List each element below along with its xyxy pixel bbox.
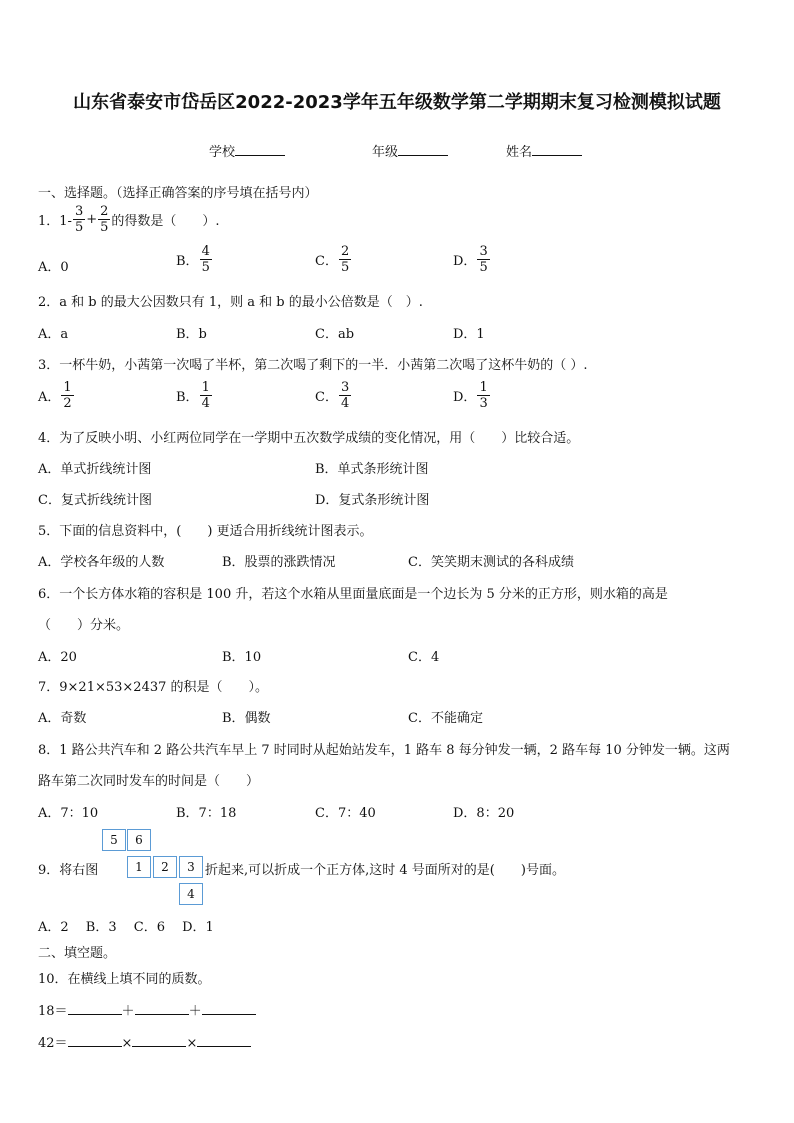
question-10: 10．在横线上填不同的质数。 [38,972,211,987]
section-2-heading: 二、填空题。 [38,946,117,961]
grade-blank[interactable] [398,142,448,156]
q2-option-a[interactable]: A．a [38,327,69,342]
q7-option-a[interactable]: A．奇数 [38,711,87,726]
q1-tail: 的得数是（ ）. [111,214,220,229]
q6-option-b[interactable]: B．10 [222,650,262,665]
q4-option-b[interactable]: B．单式条形统计图 [315,462,429,477]
q1-plus: + [86,212,98,227]
q1-fraction-1: $\frac{3}{5}$ [74,204,84,235]
q2-option-c[interactable]: C．ab [315,327,355,342]
name-blank[interactable] [532,142,582,156]
question-8-line-2: 路车第二次同时发车的时间是（ ） [38,774,260,789]
name-field [506,141,582,160]
section-1-heading: 一、选择题。（选择正确答案的序号填在括号内） [38,186,318,201]
question-6-line-2: （ ）分米。 [38,618,130,633]
q1-number: 1．1- [38,214,72,229]
q1-option-c[interactable]: C． $\frac{2}{5}$ [315,244,350,275]
q3-option-c[interactable]: C． $\frac{3}{4}$ [315,380,350,411]
q3-option-a[interactable]: A． $\frac{1}{2}$ [38,380,72,411]
net-face-2: 2 [153,856,177,878]
question-5: 5．下面的信息资料中，( ) 更适合用折线统计图表示。 [38,524,373,539]
q10-blank-1[interactable] [68,1001,122,1015]
question-8-line-1: 8．1 路公共汽车和 2 路公共汽车早上 7 时同时从起始站发车，1 路车 8 每分钟发一辆，2 路车每 10 分钟发一辆。这两 [38,743,730,758]
q10-line-1-lhs: 18＝ [38,1004,68,1019]
q4-option-a[interactable]: A．单式折线统计图 [38,462,152,477]
question-2: 2．a 和 b 的最大公因数只有 1，则 a 和 b 的最小公倍数是（ ）. [38,295,423,310]
q7-option-b[interactable]: B．偶数 [222,711,271,726]
question-1 [38,204,220,235]
q3-option-d[interactable]: D． $\frac{1}{3}$ [453,380,488,411]
school-field [209,141,285,160]
q10-op-4: × [186,1036,198,1051]
q10-line-1 [38,1000,256,1019]
grade-label: 年级 [372,145,399,160]
q4-option-d[interactable]: D．复式条形统计图 [315,493,430,508]
page-title: 山东省泰安市岱岳区2022-2023学年五年级数学第二学期期末复习检测模拟试题 [73,92,721,113]
name-label: 姓名 [506,145,533,160]
net-face-3: 3 [179,856,203,878]
q10-line-2 [38,1032,251,1051]
q3-option-b[interactable]: B． $\frac{1}{4}$ [176,380,210,411]
q1-option-d[interactable]: D． $\frac{3}{5}$ [453,244,488,275]
net-face-1: 1 [127,856,151,878]
q10-blank-2[interactable] [135,1001,189,1015]
q5-option-c[interactable]: C．笑笑期末测试的各科成绩 [408,555,574,570]
q2-option-b[interactable]: B．b [176,327,207,342]
q4-option-c[interactable]: C．复式折线统计图 [38,493,152,508]
q10-op-3: × [121,1036,133,1051]
q5-option-a[interactable]: A．学校各年级的人数 [38,555,165,570]
q10-blank-5[interactable] [132,1033,186,1047]
net-face-6: 6 [127,829,151,851]
q6-option-c[interactable]: C．4 [408,650,440,665]
q6-option-a[interactable]: A．20 [38,650,77,665]
q10-line-2-lhs: 42＝ [38,1036,68,1051]
q1-fraction-2: $\frac{2}{5}$ [100,204,109,235]
q1-option-b[interactable]: B． $\frac{4}{5}$ [176,244,210,275]
q5-option-b[interactable]: B．股票的涨跌情况 [222,555,336,570]
q10-blank-6[interactable] [197,1033,251,1047]
q2-option-d[interactable]: D．1 [453,327,485,342]
question-6-line-1: 6．一个长方体水箱的容积是 100 升，若这个水箱从里面量底面是一个边长为 5 分米的正方形，则水箱的高是 [38,587,668,602]
q10-blank-3[interactable] [202,1001,256,1015]
school-label: 学校 [209,145,236,160]
question-4: 4．为了反映小明、小红两位同学在一学期中五次数学成绩的变化情况，用（ ）比较合适。 [38,431,580,446]
net-face-4: 4 [179,883,203,905]
net-face-5: 5 [102,829,126,851]
question-9-text: 折起来,可以折成一个正方体,这时 4 号面所对的是( )号面。 [205,863,565,878]
question-3: 3．一杯牛奶，小茜第一次喝了半杯，第二次喝了剩下的一半．小茜第二次喝了这杯牛奶的（ ）. [38,358,588,373]
q10-op-1: ＋ [121,1004,135,1019]
school-blank[interactable] [235,142,285,156]
q8-option-b[interactable]: B．7：18 [176,806,237,821]
q8-option-d[interactable]: D．8：20 [453,806,515,821]
q8-option-a[interactable]: A．7：10 [38,806,99,821]
q1-option-a[interactable]: A．0 [38,260,69,275]
q9-options[interactable]: A．2 B．3 C．6 D．1 [38,920,214,935]
question-7: 7．9×21×53×2437 的积是（ ）。 [38,680,269,695]
grade-field [372,141,448,160]
q10-blank-4[interactable] [68,1033,122,1047]
q8-option-c[interactable]: C．7：40 [315,806,376,821]
question-9-prefix: 9．将右图 [38,863,99,878]
q7-option-c[interactable]: C．不能确定 [408,711,483,726]
q10-op-2: ＋ [188,1004,202,1019]
